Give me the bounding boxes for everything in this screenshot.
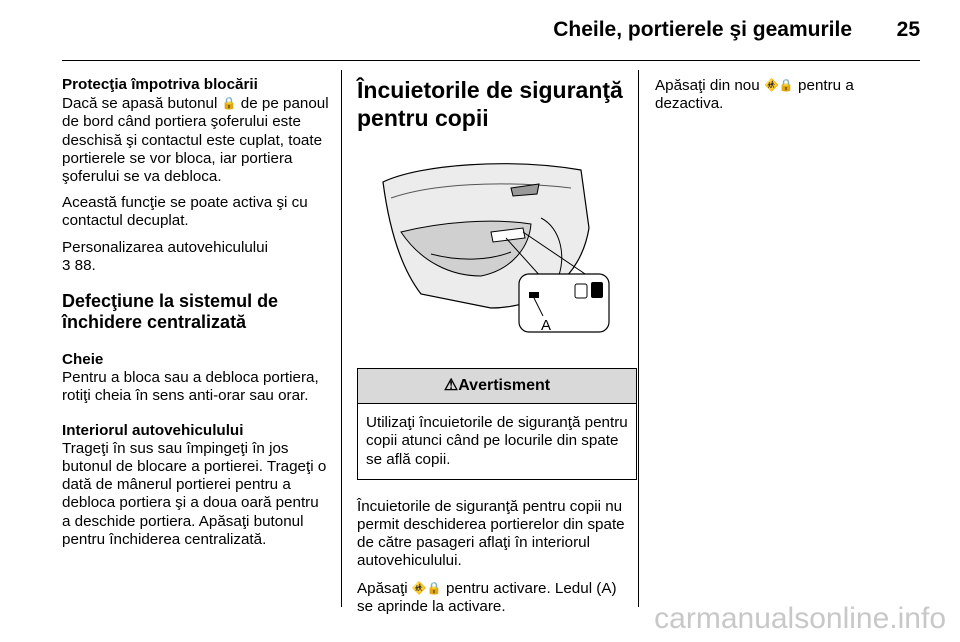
- running-title: Cheile, portierele şi geamurile: [553, 18, 852, 41]
- lock-icon: 🔒: [221, 96, 237, 111]
- subheading-interior: Interiorul autovehiculului: [62, 421, 244, 439]
- callout-label-a: A: [541, 317, 552, 334]
- page-number: 25: [896, 18, 920, 41]
- text: Dacă se apasă butonul: [62, 95, 222, 113]
- child-lock-icon: 🚸🔒: [763, 78, 794, 92]
- paragraph: Pentru a bloca sau a debloca portiera, rotiţi cheia în sens anti-orar sau orar.: [62, 369, 319, 405]
- page-reference: 3 88.: [62, 256, 96, 274]
- section-heading-central-locking-fault: Defecţiune la sistemul de închidere centralizată: [62, 291, 279, 333]
- column-divider-1: [341, 70, 342, 607]
- door-panel-illustration: [361, 158, 621, 350]
- subheading-key: Cheie: [62, 351, 104, 369]
- warning-icon: ⚠: [443, 377, 459, 394]
- paragraph: Trageţi în sus sau împingeţi în jos butonul de blocare a portierei. Trageţi o dată de mânerul portierei pentru a debloca portiera şi a doua oară pentru a deschide portiera. Apăsaţi butonul pentru închiderea centralizată.: [62, 439, 327, 548]
- section-heading-child-locks: Încuietorile de siguranţă pentru copii: [357, 77, 623, 131]
- paragraph: [655, 76, 920, 113]
- section-title-anti-lock: Protecţia împotriva blocării: [62, 76, 258, 93]
- text: pentru activare. Ledul (A) se aprinde la activare.: [357, 579, 617, 615]
- paragraph: Încuietorile de siguranţă pentru copii nu permit deschiderea portierelor din spate de către pasageri aflaţi în interiorul autovehiculului.: [357, 497, 625, 570]
- door-panel-drawing: [361, 158, 621, 350]
- paragraph: [62, 239, 330, 275]
- paragraph: Această funcţie se poate activa şi cu contactul decuplat.: [62, 194, 308, 230]
- column-divider-2: [638, 70, 639, 607]
- text: pentru a dezactiva.: [655, 77, 854, 113]
- child-lock-icon: 🚸🔒: [411, 580, 442, 595]
- column-1: [62, 76, 330, 557]
- page-header: [0, 0, 960, 62]
- header-rule: [62, 60, 920, 61]
- text: Personalizarea autovehiculului: [62, 238, 269, 256]
- text: Apăsaţi din nou: [655, 77, 764, 94]
- warning-text: Utilizaţi încuietorile de siguranţă pentru copii atunci când pe locurile din spate se află copii.: [366, 414, 628, 468]
- warning-title: Avertisment: [458, 377, 551, 394]
- text: de pe panoul de bord când portiera şoferului este deschisă şi contactul este cuplat, toate portierele se vor bloca, iar portiera şoferului se va debloca.: [62, 95, 329, 186]
- column-2: [357, 76, 627, 624]
- text: Apăsaţi: [357, 579, 412, 597]
- paragraph: [62, 94, 330, 186]
- paragraph: [357, 579, 627, 616]
- watermark: carmanualsonline.info: [654, 602, 946, 635]
- warning-header: [358, 369, 636, 404]
- column-3: [655, 76, 920, 121]
- warning-box: [357, 368, 637, 480]
